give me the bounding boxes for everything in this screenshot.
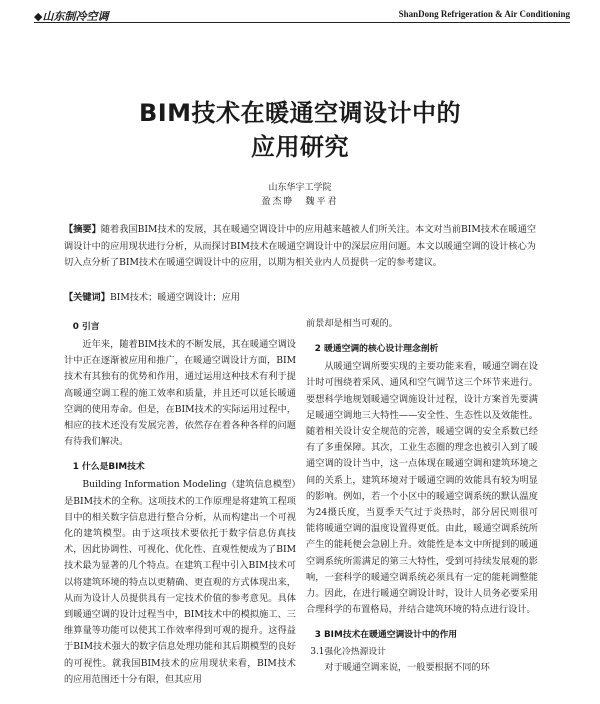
journal-name-en: ShanDong Refrigeration & Air Conditioning [398,9,570,19]
author-names: 盈杰睁 魏平君 [261,197,339,207]
keywords-text: BIM技术；暖通空调设计；应用 [109,292,240,303]
paper-title-line2: 应用研究 [251,133,349,161]
abstract-label: 【摘要】 [64,224,101,235]
paper-title-line1: BIM技术在暖通空调设计中的 [138,99,462,127]
keywords [64,290,536,306]
section-heading-design-concept: 2 暖通空调的核心设计理念剖析 [314,344,439,355]
paragraph-what-is-bim: Building Information Modeling（建筑信息模型）是BIM技术的全称。这项技术的工作原理是将建筑工程项目中的相关数字信息进行整合分析，从而构建出一个可视化的建筑模型。由于这项技术要依托于数字信息仿真技术，因此协调性、可视化、优化性、直观性便成为了BIM技术最为显著的几个特点。在建筑工程中引入BIM技术可以将建筑环境的特点以更精确、更直观的方式体现出来，从而为设计人员提供具有一定技术价值的参考意见。具体到暖通空调的设计过程当中，BIM技术中的模拟施工、三维算量等功能可以使其工作效率得到可观的提升。这得益于BIM技术强大的数字信息处理功能和其后期模型的良好的可视性。就我国BIM技术的应用现状来看，BIM技术的应用范围还十分有限，但其应用 [64,479,296,685]
section-heading-intro: 0 引言 [72,322,100,332]
author-affiliation: 山东华宇工学院 [268,183,332,193]
section-heading-bim-role: 3 BIM技术在暖通空调设计中的作用 [314,630,458,641]
paragraph-heat-source: 对于暖通空调来说，一般要根据不同的环 [324,662,490,674]
section-heading-what-is-bim: 1 什么是BIM技术 [72,462,145,473]
subsection-heading-heat-source: 3.1强化冷热源设计 [310,647,386,658]
journal-name-cn: ◆山东制冷空调 [34,11,109,23]
paragraph-intro: 近年来，随着BIM技术的不断发展，其在暖通空调设计中正在逐渐被应用和推广，在暖通空调设计方面，BIM技术有其独有的优势和作用，通过运用这种技术有利于提高暖通空调工程的施工效率和质量，并且还可以延长暖通空调的使用寿命。但是，在BIM技术的实际运用过程中，相应的技术还没有发展完善，依然存在着各种各样的问题有待我们解决。 [64,339,296,448]
abstract [64,222,536,272]
left-column [64,316,296,688]
abstract-text: 随着我国BIM技术的发展，其在暖通空调设计中的应用越来越被人们所关注。本文对当前BIM技术在暖通空调设计中的应用现状进行分析，从而探讨BIM技术在暖通空调设计中的深层应用问题。本文以暖通空调的设计核心为切入点分析了BIM技术在暖通空调设计中的应用，以期为相关业内人员提供一定的参考建议。 [64,224,537,268]
keywords-label: 【关键词】 [64,292,110,303]
paper-title [0,96,600,164]
running-header [34,8,570,23]
right-column [306,316,538,677]
paragraph-design-concept: 从暖通空调所要实现的主要功能来看，暖通空调在设计时可围绕着采风、通风和空气调节这三个环节来进行。要想科学地规划暖通空调施设计过程，设计方案首先要满足暖通空调地三大特性——安全性、生态性以及效能性。随着相关设计安全规范的完善，暖通空调的安全系数已经有了多重保障。其次，工业生态圈的理念也被引入到了暖通空调的设计当中，这一点体现在暖通空调和建筑环境之间的关系上，建筑环境对于暖通空调的效能具有较为明显的影响。例如，若一个小区中的暖通空调系统的默认温度为24摄氏度，当夏季天气过于炎热时，部分居民则很可能将暖通空调的温度设置得更低。由此，暖通空调系统所产生的能耗便会急剧上升。效能性是本文中所提到的暖通空调系统所需满足的第三大特性，受到可持续发展观的影响，一套科学的暖通空调系统必须具有一定的能耗调整能力。因此，在进行暖通空调设计时，设计人员务必要采用合理科学的布置格局，并结合建筑环境的特点进行设计。 [306,361,538,616]
paragraph-continued: 前景却是相当可观的。 [306,318,398,329]
